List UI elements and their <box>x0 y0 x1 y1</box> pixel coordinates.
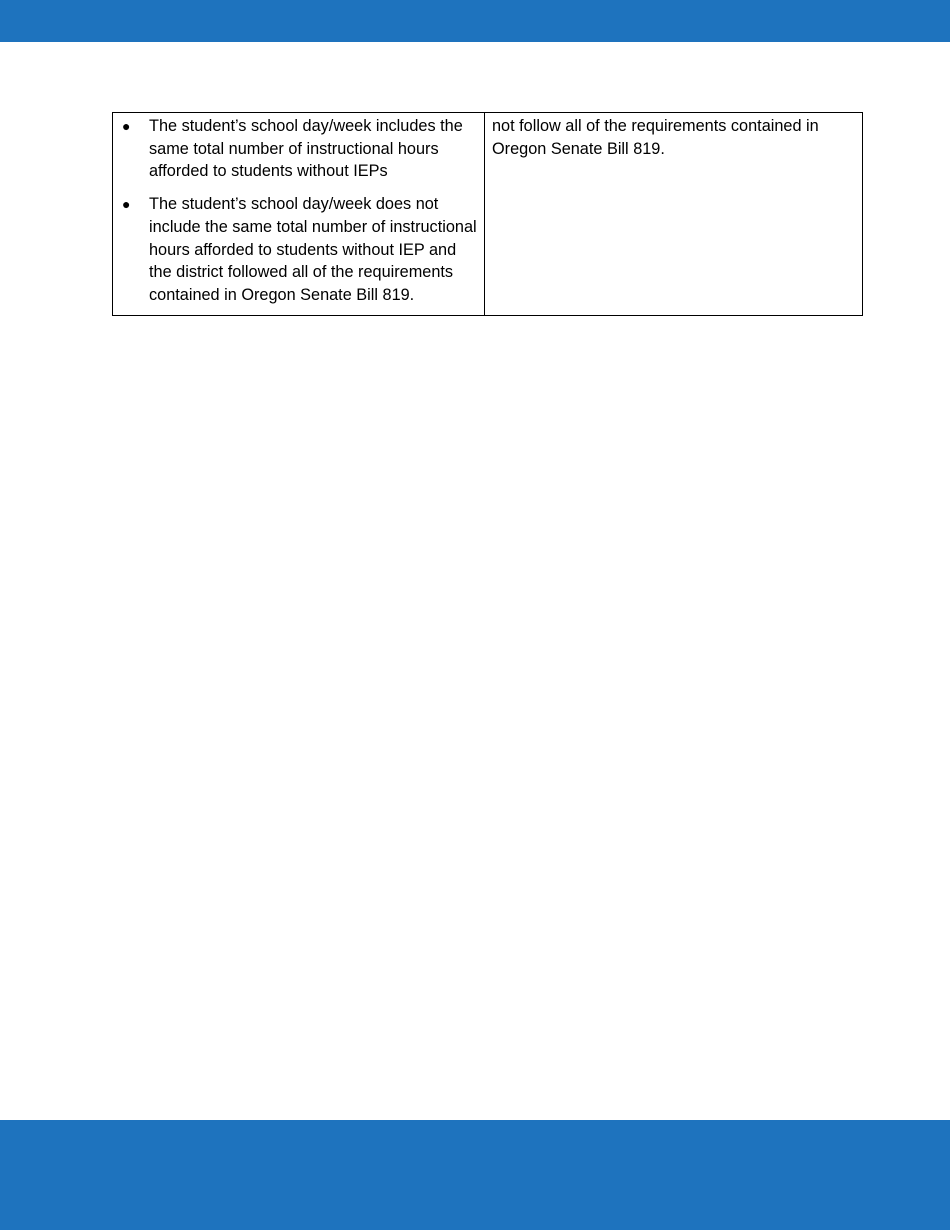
table-cell-right <box>485 113 863 316</box>
cell-text: not follow all of the requirements contained in Oregon Senate Bill 819. <box>492 117 819 158</box>
bullet-icon: ● <box>122 196 131 213</box>
bullet-list <box>119 115 478 307</box>
table-row <box>113 113 863 316</box>
list-item <box>119 115 478 183</box>
table-cell-left <box>113 113 485 316</box>
header-band <box>0 0 950 42</box>
requirements-table <box>112 112 863 316</box>
list-item <box>119 193 478 307</box>
list-item-text: The student’s school day/week includes the same total number of instructional hours afforded to students without IEPs <box>149 117 463 181</box>
list-item-text: The student’s school day/week does not include the same total number of instructional hours afforded to students without IEP and the district followed all of the requirements contained in Oregon Senate Bill 819. <box>149 195 477 304</box>
footer-band <box>0 1120 950 1230</box>
bullet-icon: ● <box>122 118 131 134</box>
